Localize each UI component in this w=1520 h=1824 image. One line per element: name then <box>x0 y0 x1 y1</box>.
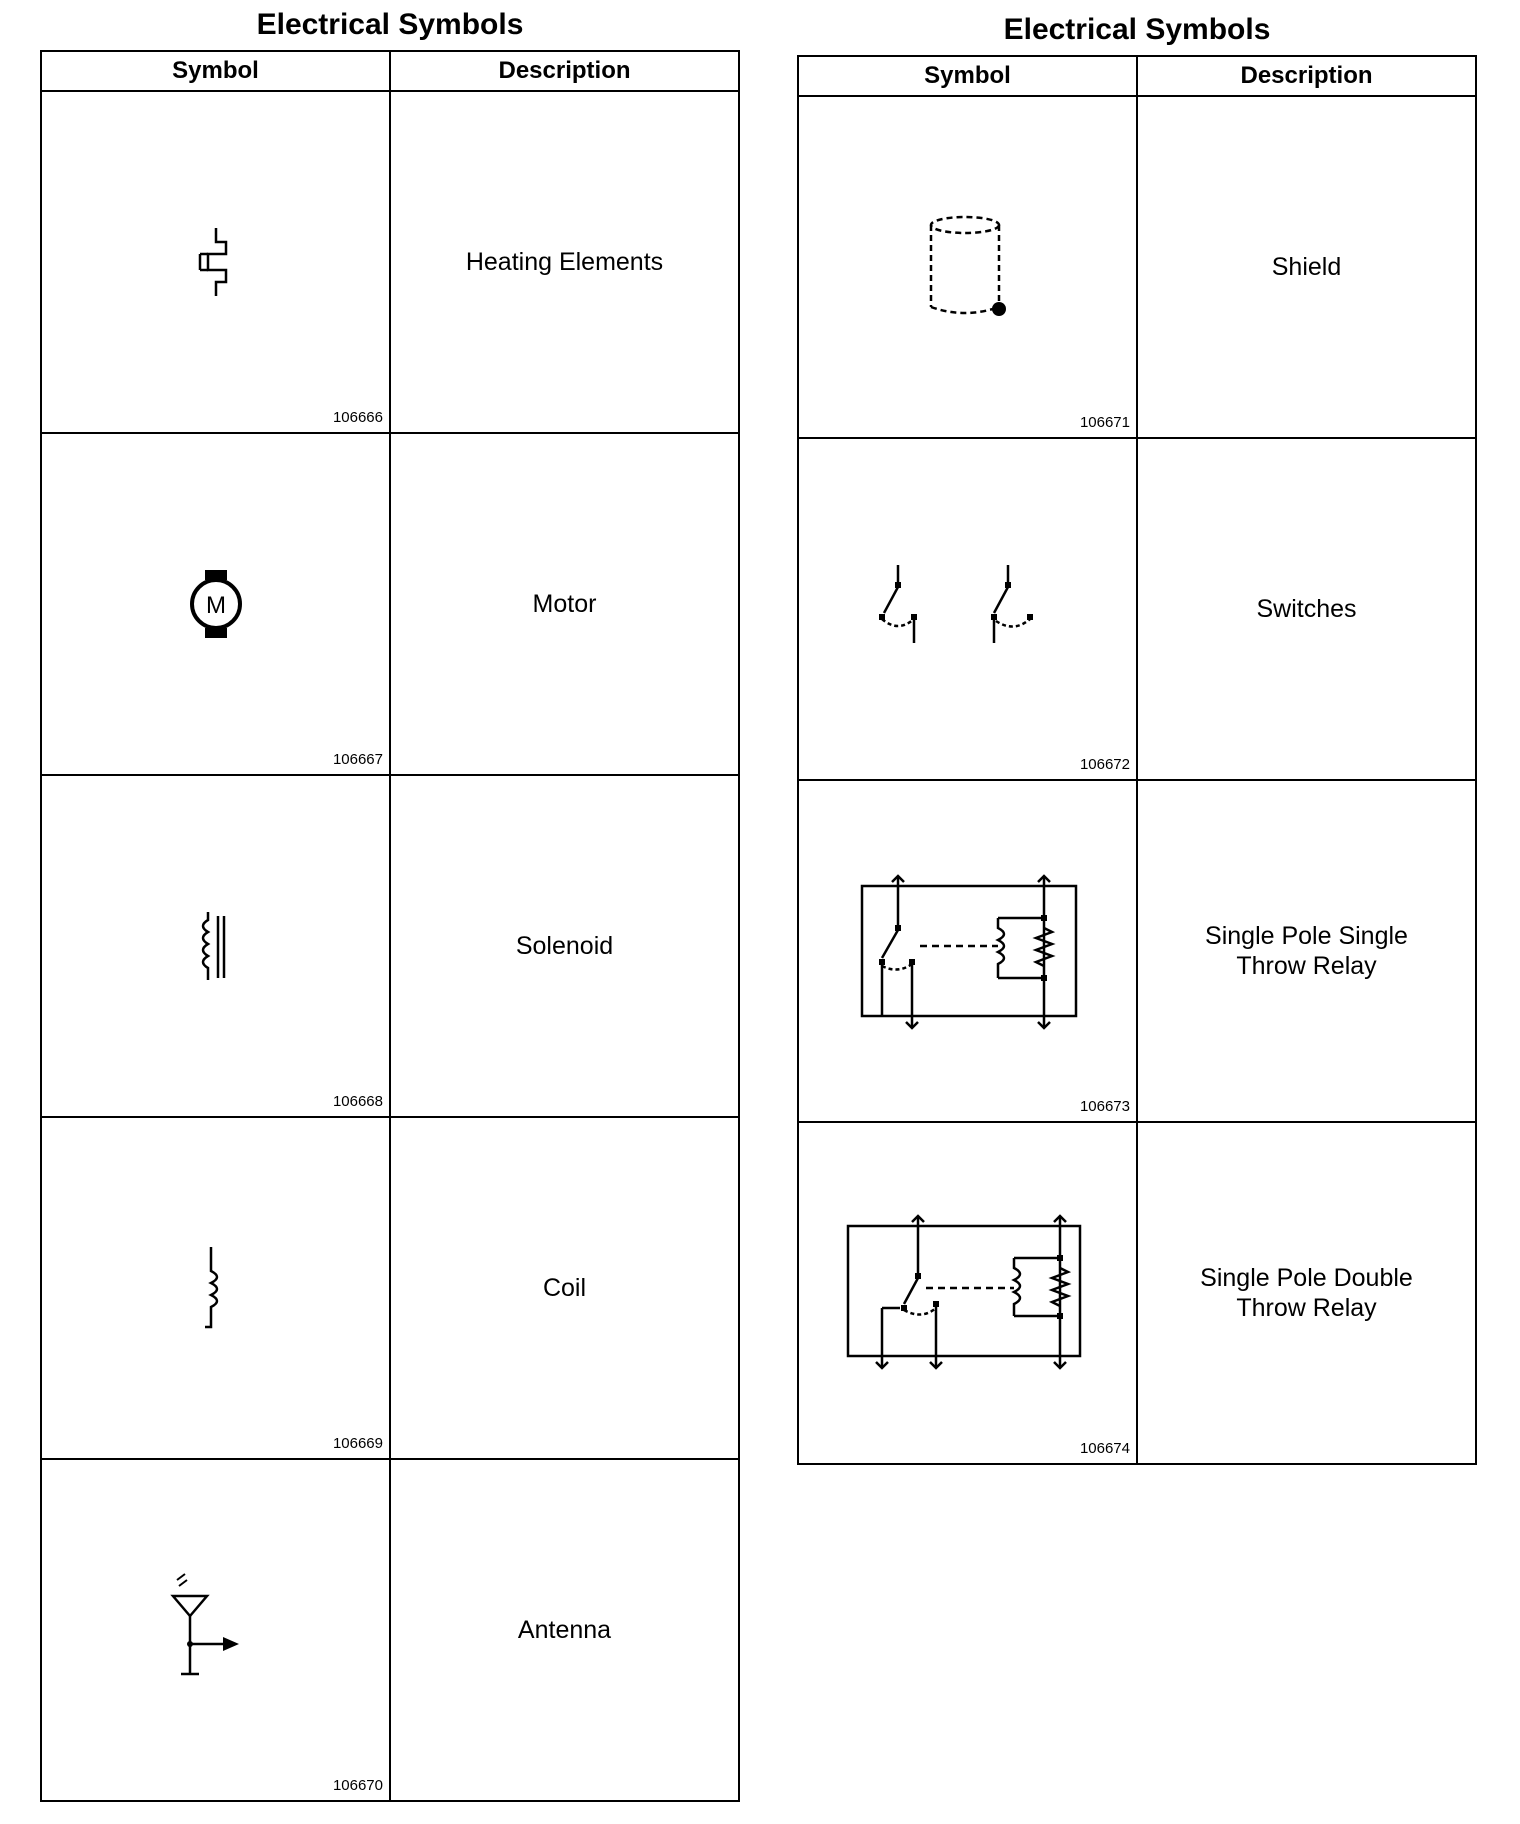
heating-element-icon <box>186 222 246 302</box>
figure-id: 106669 <box>332 1435 383 1452</box>
figure-id: 106666 <box>332 409 383 426</box>
coil-icon <box>191 1243 241 1333</box>
symbol-cell <box>798 780 1137 1122</box>
table-row <box>41 1459 739 1801</box>
description-cell <box>1137 1122 1476 1464</box>
figure-id: 106670 <box>332 1777 383 1794</box>
left-symbol-panel <box>40 0 740 1802</box>
description-column-header: Description <box>390 51 739 91</box>
description-column-header: Description <box>1137 56 1476 96</box>
table-row <box>798 96 1476 438</box>
spdt-relay-icon <box>828 1208 1108 1378</box>
right-table-header-row <box>798 56 1476 96</box>
table-row <box>41 433 739 775</box>
figure-id: 106667 <box>332 751 383 768</box>
left-panel-title: Electrical Symbols <box>256 8 524 41</box>
symbol-column-header: Symbol <box>798 56 1137 96</box>
symbol-cell <box>41 1459 390 1801</box>
description-line: Throw Relay <box>1236 1294 1377 1322</box>
figure-id: 106671 <box>1079 414 1130 431</box>
table-row <box>41 1117 739 1459</box>
symbol-cell <box>41 91 390 433</box>
symbol-cell <box>798 438 1137 780</box>
figure-id: 106672 <box>1079 756 1130 773</box>
table-row <box>798 1122 1476 1464</box>
right-panel-title: Electrical Symbols <box>1003 13 1271 46</box>
right-symbol-panel <box>797 5 1477 1465</box>
description-line: Throw Relay <box>1236 952 1377 980</box>
description-line: Single Pole Double <box>1200 1264 1413 1292</box>
table-row <box>41 775 739 1117</box>
description-cell: Coil <box>390 1117 739 1459</box>
shield-icon <box>923 207 1013 327</box>
description-cell: Switches <box>1137 438 1476 780</box>
description-line: Single Pole Single <box>1205 922 1408 950</box>
left-symbol-table <box>40 50 740 1802</box>
motor-letter: M <box>205 592 226 619</box>
description-cell: Motor <box>390 433 739 775</box>
antenna-icon <box>161 1570 271 1690</box>
description-cell: Solenoid <box>390 775 739 1117</box>
symbol-cell <box>41 1117 390 1459</box>
description-cell: Shield <box>1137 96 1476 438</box>
symbol-cell <box>798 1122 1137 1464</box>
symbol-column-header: Symbol <box>41 51 390 91</box>
description-cell <box>1137 780 1476 1122</box>
table-row <box>798 780 1476 1122</box>
solenoid-icon <box>186 906 246 986</box>
symbol-cell <box>798 96 1137 438</box>
description-cell: Heating Elements <box>390 91 739 433</box>
description-cell: Antenna <box>390 1459 739 1801</box>
spst-relay-icon <box>848 866 1088 1036</box>
switches-icon <box>868 559 1068 659</box>
table-row <box>41 91 739 433</box>
figure-id: 106674 <box>1079 1440 1130 1457</box>
left-table-header-row <box>41 51 739 91</box>
figure-id: 106668 <box>332 1093 383 1110</box>
right-symbol-table <box>797 55 1477 1465</box>
figure-id: 106673 <box>1079 1098 1130 1115</box>
symbol-cell <box>41 775 390 1117</box>
symbol-cell <box>41 433 390 775</box>
motor-icon <box>181 564 251 644</box>
table-row <box>798 438 1476 780</box>
